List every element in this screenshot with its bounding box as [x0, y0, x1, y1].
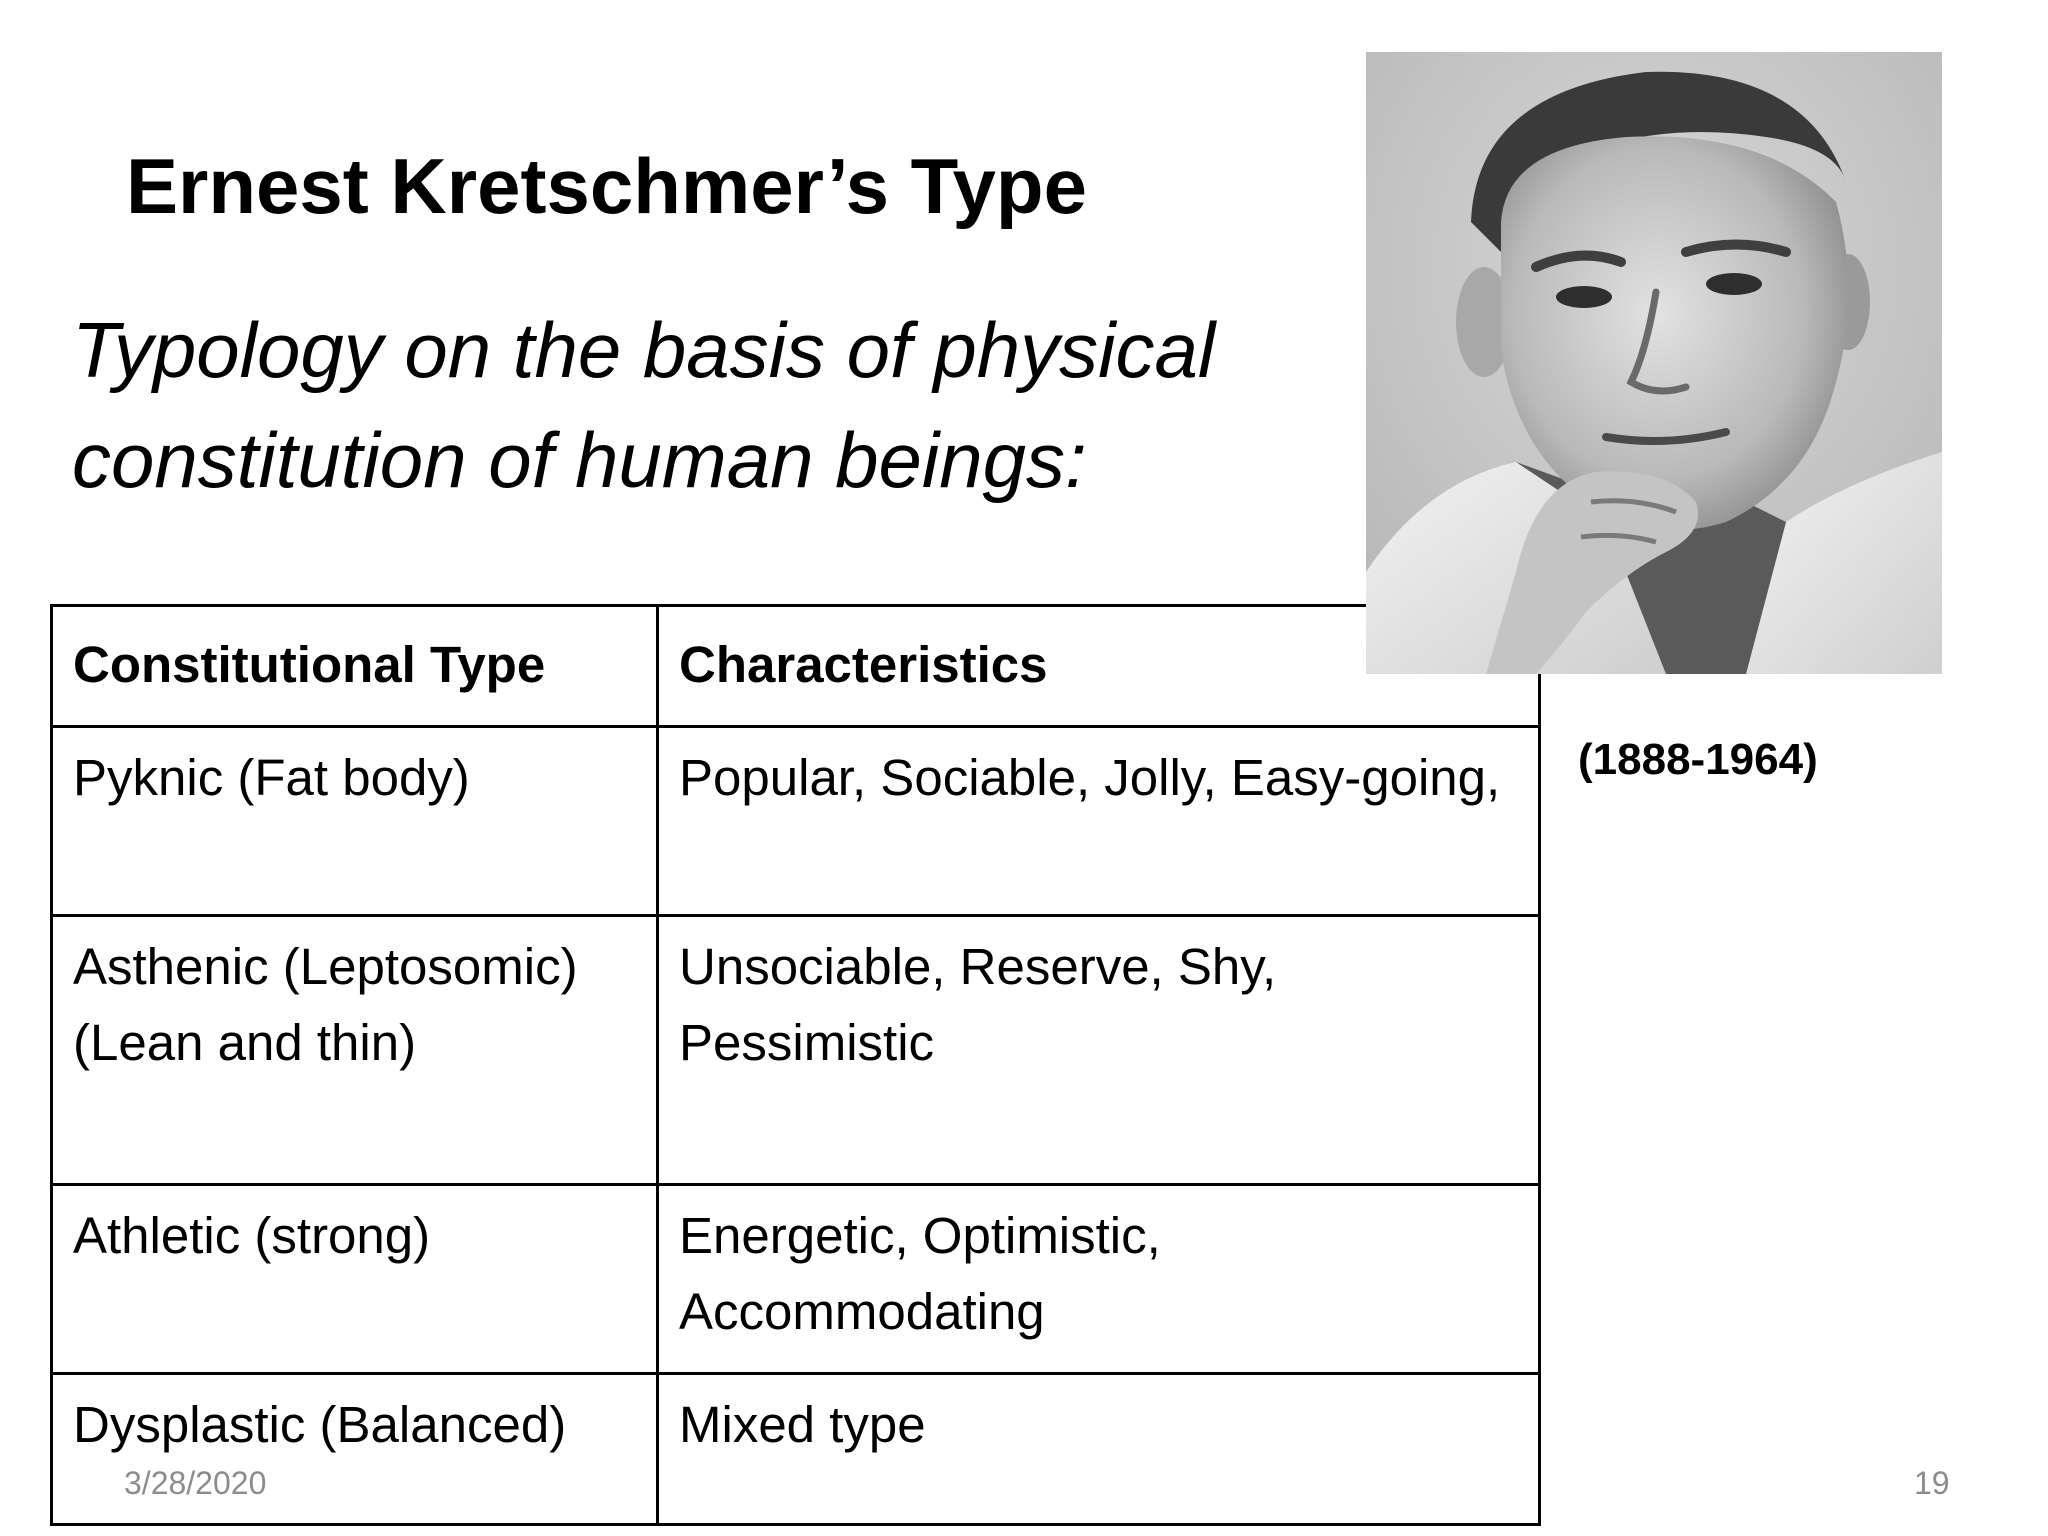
characteristics-cell: Unsociable, Reserve, Shy, Pessimistic — [658, 916, 1540, 1185]
type-cell: Pyknic (Fat body) — [52, 727, 658, 916]
table-row — [52, 1374, 1540, 1525]
table-header-row — [52, 606, 1540, 727]
header-constitutional-type: Constitutional Type — [52, 606, 658, 727]
type-cell: Athletic (strong) — [52, 1185, 658, 1374]
subtitle-line-1: Typology on the basis of physical — [72, 306, 1216, 394]
slide-subtitle — [72, 295, 1332, 515]
table-row — [52, 1185, 1540, 1374]
table-row — [52, 916, 1540, 1185]
characteristics-cell: Mixed type — [658, 1374, 1540, 1525]
lifespan-years: (1888-1964) — [1578, 735, 1818, 784]
portrait-photo-icon — [1366, 52, 1942, 674]
constitution-types-table — [50, 604, 1541, 1526]
characteristics-cell: Energetic, Optimistic, Accommodating — [658, 1185, 1540, 1374]
type-cell: Asthenic (Leptosomic) (Lean and thin) — [52, 916, 658, 1185]
subtitle-line-2: constitution of human beings: — [72, 416, 1087, 504]
header-characteristics: Characteristics — [658, 606, 1540, 727]
slide-title: Ernest Kretschmer’s Type — [126, 142, 1087, 230]
page-number: 19 — [1914, 1465, 1950, 1501]
portrait-illustration — [1366, 52, 1942, 674]
type-cell: Dysplastic (Balanced) — [52, 1374, 658, 1525]
footer-date: 3/28/2020 — [124, 1465, 267, 1501]
table-row — [52, 727, 1540, 916]
characteristics-cell: Popular, Sociable, Jolly, Easy-going, — [658, 727, 1540, 916]
